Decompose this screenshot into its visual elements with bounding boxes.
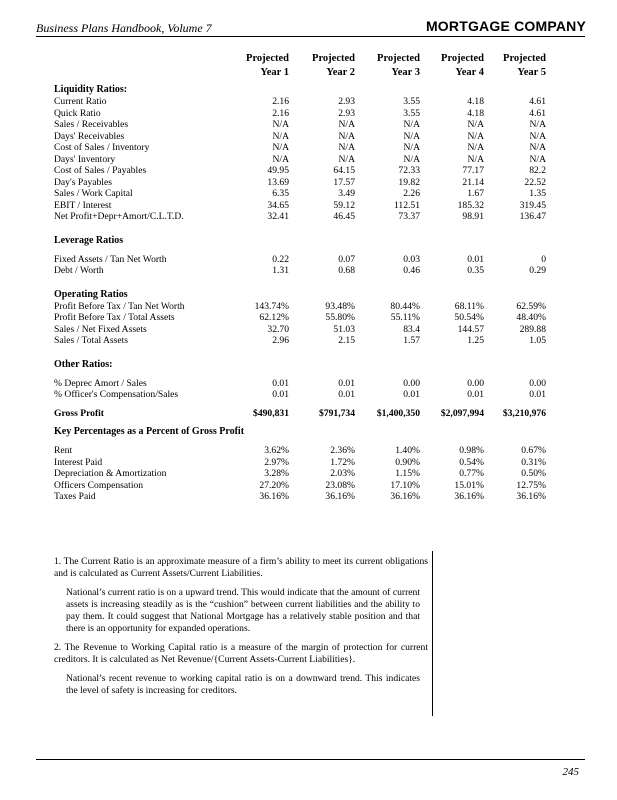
- value-year-2: 64.15: [333, 165, 355, 176]
- value-year-2: 2.93: [338, 96, 355, 107]
- column-header-year-5: Projected Year 5: [503, 53, 546, 78]
- row-label: Sales / Total Assets: [54, 335, 129, 346]
- value-year-5: 0.67%: [521, 445, 546, 456]
- value-year-1: 27.20%: [259, 479, 289, 491]
- value-year-3: 0.46: [403, 265, 420, 276]
- value-year-1: N/A: [272, 153, 289, 165]
- value-year-4: N/A: [467, 153, 484, 165]
- section-title-operating: Operating Ratios: [54, 288, 128, 300]
- table-row: [0, 119, 617, 131]
- value-year-3: 1.40%: [395, 445, 420, 456]
- value-year-2: 0.07: [338, 253, 355, 265]
- spacer: [0, 371, 617, 378]
- spacer: [0, 347, 617, 359]
- value-year-5: 4.61: [529, 107, 546, 119]
- row-label: Day's Payables: [54, 176, 112, 188]
- value-year-1: 3.62%: [264, 445, 289, 456]
- value-year-3: 0.00: [403, 377, 420, 389]
- value-year-2: 2.03%: [330, 468, 355, 479]
- value-year-1: 0.01: [272, 389, 289, 400]
- section-title-leverage: Leverage Ratios: [54, 234, 124, 246]
- value-year-4: 98.91: [462, 211, 484, 222]
- value-year-3: 19.82: [398, 176, 420, 188]
- value-year-3: 73.37: [398, 211, 420, 222]
- value-year-3: 112.51: [393, 199, 420, 211]
- value-year-3: 0.90%: [395, 456, 420, 468]
- value-year-1: 6.35: [272, 188, 289, 199]
- value-year-2: 93.48%: [325, 300, 355, 312]
- table-row: [0, 165, 617, 177]
- table-row: [0, 491, 617, 503]
- value-year-5: $3,210,976: [502, 407, 546, 419]
- value-year-3: 0.01: [403, 389, 420, 400]
- table-row: [0, 188, 617, 200]
- table-row: [0, 378, 617, 390]
- table-row: [0, 131, 617, 143]
- value-year-4: 0.77%: [459, 468, 484, 479]
- value-year-5: 1.35: [529, 188, 546, 199]
- value-year-4: 4.18: [467, 107, 484, 119]
- value-year-3: 0.03: [403, 253, 420, 265]
- value-year-2: 2.15: [338, 335, 355, 346]
- row-label: Sales / Net Fixed Assets: [54, 323, 147, 335]
- row-label: Debt / Worth: [54, 265, 104, 276]
- value-year-4: 36.16%: [454, 491, 484, 502]
- value-year-4: N/A: [467, 119, 484, 130]
- value-year-3: 55.11%: [390, 312, 420, 323]
- row-label: Depreciation & Amortization: [54, 468, 167, 479]
- value-year-5: 319.45: [519, 199, 546, 211]
- value-year-1: 3.28%: [264, 468, 289, 479]
- value-year-4: N/A: [467, 130, 484, 142]
- table-row: [0, 335, 617, 347]
- row-label: Officers Compensation: [54, 479, 144, 491]
- table-row: [0, 142, 617, 154]
- spacer: [0, 247, 617, 254]
- table-row: [0, 177, 617, 189]
- value-year-1: 143.74%: [254, 300, 289, 312]
- value-year-1: N/A: [272, 130, 289, 142]
- value-year-2: 2.93: [338, 107, 355, 119]
- column-header-year-2: Projected Year 2: [312, 53, 355, 78]
- column-header-year-1: Projected Year 1: [246, 53, 289, 78]
- table-row: [0, 324, 617, 336]
- row-label: EBIT / Interest: [54, 199, 112, 211]
- page-header: [36, 14, 586, 38]
- row-label: Gross Profit: [54, 407, 105, 419]
- value-year-1: 1.31: [272, 265, 289, 276]
- value-year-4: 77.17: [462, 165, 484, 176]
- value-year-3: 83.4: [403, 323, 420, 335]
- value-year-4: N/A: [467, 142, 484, 153]
- table-row: [0, 301, 617, 313]
- value-year-5: 136.47: [519, 211, 546, 222]
- value-year-3: 72.33: [398, 165, 420, 176]
- value-year-2: 2.36%: [330, 445, 355, 456]
- table-row: [0, 254, 617, 266]
- value-year-4: 1.25: [467, 335, 484, 346]
- value-year-3: N/A: [403, 119, 420, 130]
- value-year-1: $490,831: [253, 407, 289, 419]
- row-label: Current Ratio: [54, 96, 107, 107]
- value-year-3: 1.15%: [395, 468, 420, 479]
- section-title-key-percentages: Key Percentages as a Percent of Gross Profit: [54, 426, 245, 437]
- value-year-2: N/A: [338, 130, 355, 142]
- value-year-5: N/A: [529, 119, 546, 130]
- table-row: [0, 457, 617, 469]
- value-year-4: 0.01: [467, 253, 484, 265]
- book-title: Business Plans Handbook, Volume 7: [36, 21, 212, 35]
- value-year-3: N/A: [403, 153, 420, 165]
- header-divider: [36, 36, 585, 37]
- value-year-3: 1.57: [403, 335, 420, 346]
- value-year-1: 32.41: [267, 211, 289, 222]
- row-label: Quick Ratio: [54, 107, 101, 119]
- value-year-4: 0.00: [467, 377, 484, 389]
- value-year-3: 36.16%: [390, 491, 420, 502]
- value-year-5: 0.01: [529, 389, 546, 400]
- value-year-1: N/A: [272, 119, 289, 130]
- value-year-4: 0.54%: [459, 456, 484, 468]
- notes-section: [54, 556, 428, 704]
- row-label: Fixed Assets / Tan Net Worth: [54, 253, 167, 265]
- value-year-5: 289.88: [519, 323, 546, 335]
- value-year-4: 185.32: [457, 199, 484, 211]
- value-year-5: 0.31%: [521, 456, 546, 468]
- value-year-1: 62.12%: [259, 312, 289, 323]
- row-label: Net Profit+Depr+Amort/C.L.T.D.: [54, 211, 184, 222]
- value-year-4: 68.11%: [454, 300, 484, 312]
- row-label: Rent: [54, 445, 73, 456]
- value-year-1: 2.16: [272, 107, 289, 119]
- spacer: [0, 438, 617, 445]
- note-1: 1. The Current Ratio is an approximate measure of a firm’s ability to meet its current obligations and is calculated as Current Assets/Current Liabilities.: [54, 556, 428, 579]
- row-label: Cost of Sales / Inventory: [54, 142, 150, 153]
- value-year-2: N/A: [338, 153, 355, 165]
- notes-divider: [432, 551, 433, 716]
- table-row: [0, 389, 617, 401]
- note-2-commentary: National’s recent revenue to working capital ratio is on a downward trend. This indicates the level of safety is increasing for creditors.: [66, 673, 420, 696]
- row-label: Interest Paid: [54, 456, 103, 468]
- note-2: 2. The Revenue to Working Capital ratio is a measure of the margin of protection for current creditors. It is calculated as Net Revenue/{Current Assets-Current Liabilities}.: [54, 642, 428, 665]
- value-year-5: 36.16%: [516, 491, 546, 502]
- value-year-4: $2,097,994: [440, 407, 484, 419]
- value-year-4: 4.18: [467, 96, 484, 107]
- value-year-1: N/A: [272, 142, 289, 153]
- value-year-1: 36.16%: [259, 491, 289, 502]
- value-year-5: N/A: [529, 130, 546, 142]
- spacer: [0, 401, 617, 408]
- table-row: [0, 211, 617, 223]
- table-row: [0, 312, 617, 324]
- value-year-2: 23.08%: [325, 479, 355, 491]
- company-name: MORTGAGE COMPANY: [425, 18, 586, 34]
- value-year-2: $791,734: [319, 407, 355, 419]
- value-year-3: $1,400,350: [376, 407, 420, 419]
- row-label: Profit Before Tax / Tan Net Worth: [54, 300, 185, 312]
- value-year-1: 34.65: [267, 199, 289, 211]
- value-year-2: 0.68: [338, 265, 355, 276]
- value-year-3: N/A: [403, 130, 420, 142]
- value-year-2: 1.72%: [330, 456, 355, 468]
- note-1-commentary: National’s current ratio is on a upward trend. This would indicate that the amount of current assets is increasing steadily as is the “cushion” between current liabilities and the ability to pay them. It could suggest that National Mortgage has a relatively stable position and that there is an opportunity for expanded operations.: [66, 587, 420, 634]
- table-row: [0, 468, 617, 480]
- spacer: [0, 223, 617, 235]
- value-year-2: 46.45: [333, 211, 355, 222]
- value-year-4: 15.01%: [454, 479, 484, 491]
- column-header-year-4: Projected Year 4: [441, 53, 484, 78]
- value-year-2: N/A: [338, 119, 355, 130]
- value-year-1: 0.22: [272, 253, 289, 265]
- table-row: [0, 480, 617, 492]
- value-year-4: 144.57: [457, 323, 484, 335]
- value-year-5: 12.75%: [516, 479, 546, 491]
- value-year-2: 55.80%: [325, 312, 355, 323]
- column-headers: [0, 52, 617, 82]
- value-year-5: 62.59%: [516, 300, 546, 312]
- value-year-1: 0.01: [272, 377, 289, 389]
- value-year-2: 0.01: [338, 377, 355, 389]
- value-year-2: 51.03: [333, 323, 355, 335]
- table-row: [0, 200, 617, 212]
- value-year-3: 2.26: [403, 188, 420, 199]
- value-year-5: 82.2: [529, 165, 546, 176]
- value-year-5: 0.29: [529, 265, 546, 276]
- table-row: [0, 265, 617, 277]
- value-year-3: 80.44%: [390, 300, 420, 312]
- row-label: % Deprec Amort / Sales: [54, 377, 147, 389]
- value-year-2: N/A: [338, 142, 355, 153]
- value-year-1: 13.69: [267, 176, 289, 188]
- value-year-4: 0.98%: [459, 445, 484, 456]
- value-year-3: 17.10%: [390, 479, 420, 491]
- value-year-5: 4.61: [529, 96, 546, 107]
- value-year-2: 17.57: [333, 176, 355, 188]
- spacer: [0, 277, 617, 289]
- table-row: [0, 445, 617, 457]
- row-label: Cost of Sales / Payables: [54, 165, 147, 176]
- spacer: [0, 419, 617, 426]
- value-year-2: 59.12: [333, 199, 355, 211]
- page-number: 245: [562, 766, 579, 778]
- row-label: Profit Before Tax / Total Assets: [54, 312, 175, 323]
- value-year-1: 32.70: [267, 323, 289, 335]
- value-year-4: 21.14: [462, 176, 484, 188]
- value-year-1: 2.96: [272, 335, 289, 346]
- row-label: Sales / Receivables: [54, 119, 129, 130]
- row-label: Taxes Paid: [54, 491, 96, 502]
- value-year-3: N/A: [403, 142, 420, 153]
- value-year-1: 49.95: [267, 165, 289, 176]
- section-title-liquidity: Liquidity Ratios:: [54, 84, 128, 95]
- footer-divider: [36, 759, 585, 760]
- row-label: Days' Inventory: [54, 153, 116, 165]
- value-year-5: 0: [541, 253, 546, 265]
- ratio-table: [0, 84, 617, 503]
- value-year-2: 3.49: [338, 188, 355, 199]
- value-year-4: 50.54%: [454, 312, 484, 323]
- value-year-4: 1.67: [467, 188, 484, 199]
- value-year-2: 36.16%: [325, 491, 355, 502]
- value-year-4: 0.35: [467, 265, 484, 276]
- value-year-5: 22.52: [524, 176, 546, 188]
- section-title-other: Other Ratios:: [54, 358, 113, 370]
- gross-profit-row: [0, 408, 617, 420]
- row-label: Days' Receivables: [54, 130, 125, 142]
- table-row: [0, 96, 617, 108]
- row-label: % Officer's Compensation/Sales: [54, 389, 179, 400]
- value-year-5: 1.05: [529, 335, 546, 346]
- value-year-5: 0.00: [529, 377, 546, 389]
- column-header-year-3: Projected Year 3: [377, 53, 420, 78]
- value-year-4: 0.01: [467, 389, 484, 400]
- value-year-1: 2.97%: [264, 456, 289, 468]
- value-year-5: N/A: [529, 142, 546, 153]
- value-year-5: 48.40%: [516, 312, 546, 323]
- value-year-5: 0.50%: [521, 468, 546, 479]
- value-year-2: 0.01: [338, 389, 355, 400]
- table-row: [0, 108, 617, 120]
- value-year-1: 2.16: [272, 96, 289, 107]
- value-year-3: 3.55: [403, 107, 420, 119]
- value-year-3: 3.55: [403, 96, 420, 107]
- table-row: [0, 154, 617, 166]
- row-label: Sales / Work Capital: [54, 188, 133, 199]
- value-year-5: N/A: [529, 153, 546, 165]
